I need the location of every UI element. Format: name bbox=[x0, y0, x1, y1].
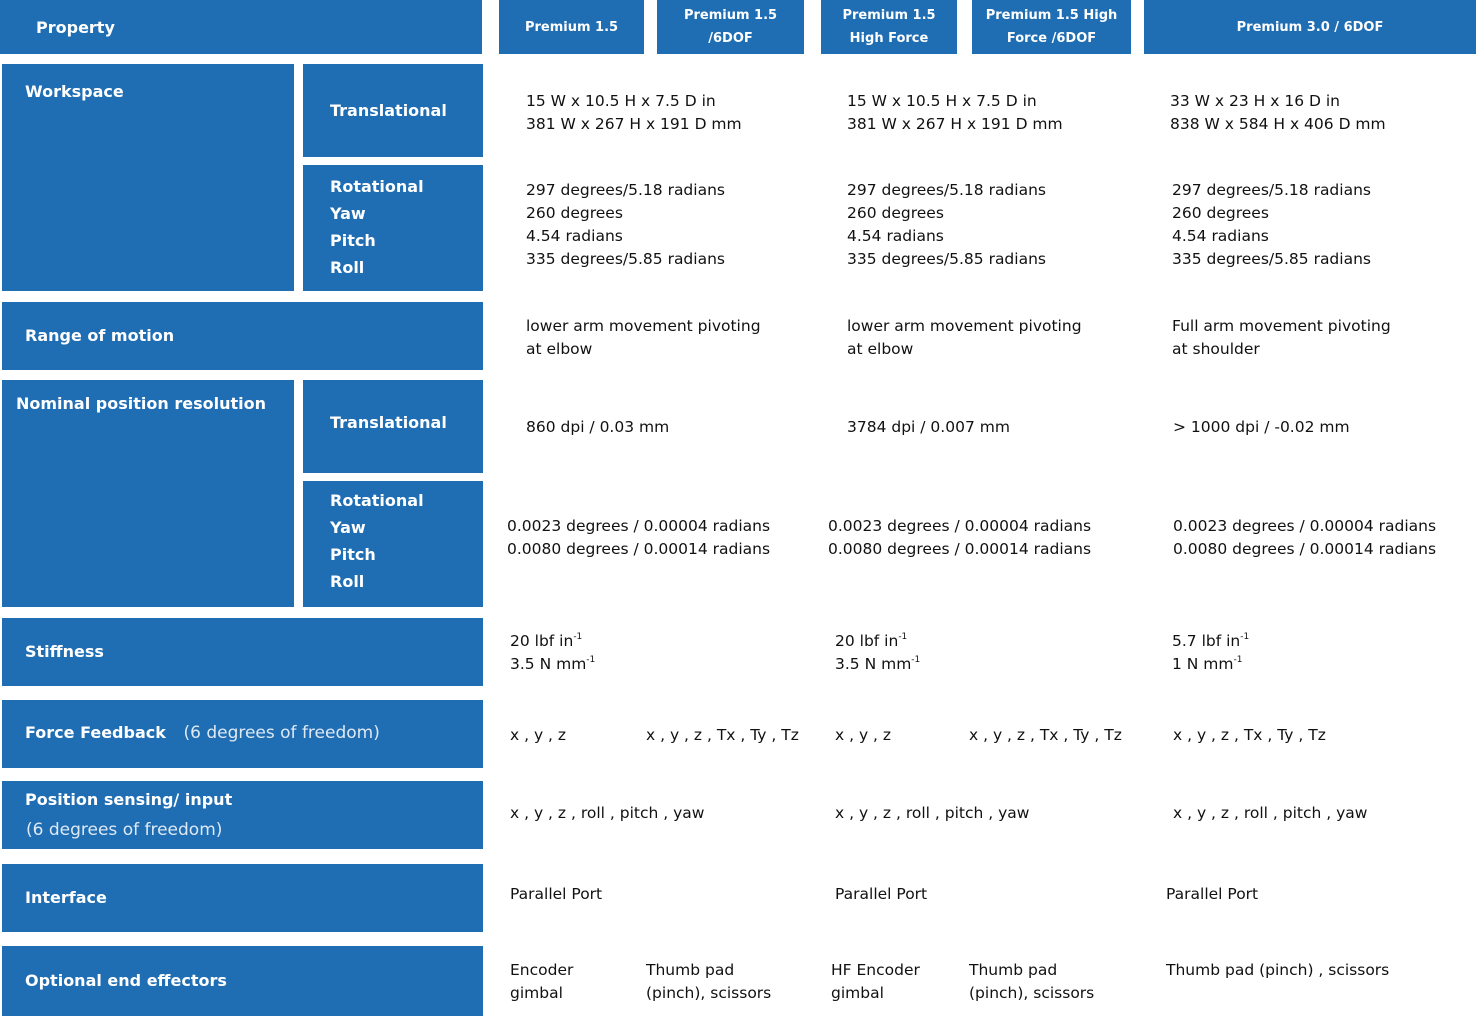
stiffness-value bbox=[835, 630, 920, 676]
interface-value: Parallel Port bbox=[510, 885, 603, 903]
value-line: 4.54 radians bbox=[847, 227, 944, 245]
value-line: 0.0023 degrees / 0.00004 radians bbox=[1173, 517, 1437, 535]
position-sensing-value: x , y , z , roll , pitch , yaw bbox=[510, 804, 705, 822]
header-premium-1-5-high-force bbox=[821, 0, 957, 54]
value-line: lower arm movement pivoting bbox=[526, 317, 761, 335]
value-line: 4.54 radians bbox=[526, 227, 623, 245]
position-sensing-value: x , y , z , roll , pitch , yaw bbox=[835, 804, 1030, 822]
value-line: Encoder bbox=[510, 961, 574, 979]
value-line: 0.0080 degrees / 0.00014 radians bbox=[507, 540, 771, 558]
end-effectors-value bbox=[646, 959, 771, 1005]
value-line: HF Encoder bbox=[831, 961, 920, 979]
header-label: Premium 1.5 bbox=[524, 19, 619, 35]
position-sensing-label: Position sensing/ input bbox=[25, 790, 233, 809]
range-of-motion-value bbox=[526, 315, 761, 361]
header-property bbox=[0, 0, 482, 54]
workspace-translational-value bbox=[526, 90, 742, 136]
interface-label: Interface bbox=[25, 888, 107, 907]
header-premium-1-5-6dof bbox=[657, 0, 804, 54]
interface-value: Parallel Port bbox=[1166, 885, 1259, 903]
workspace-rotational-value bbox=[526, 179, 725, 271]
value-line: 381 W x 267 H x 191 D mm bbox=[847, 115, 1063, 133]
stiffness-value bbox=[1172, 630, 1249, 676]
end-effectors-value bbox=[510, 959, 573, 1005]
unit-exponent: -1 bbox=[1233, 655, 1243, 665]
row-label-range-of-motion bbox=[2, 302, 483, 370]
resolution-translational-value: 860 dpi / 0.03 mm bbox=[526, 418, 670, 436]
value-line: 838 W x 584 H x 406 D mm bbox=[1170, 115, 1386, 133]
value-line: 297 degrees/5.18 radians bbox=[1172, 181, 1371, 199]
header-label: /6DOF bbox=[708, 31, 753, 46]
value-line: at elbow bbox=[847, 340, 914, 358]
value-line: 4.54 radians bbox=[1172, 227, 1269, 245]
range-of-motion-label: Range of motion bbox=[25, 326, 175, 345]
value-line: 5.7 lbf in bbox=[1172, 632, 1241, 650]
workspace-rotational-cell bbox=[303, 165, 483, 291]
resolution-translational-cell bbox=[303, 380, 483, 473]
value-line: 297 degrees/5.18 radians bbox=[847, 181, 1046, 199]
value-line: 20 lbf in bbox=[510, 632, 574, 650]
value-line: 260 degrees bbox=[526, 204, 623, 222]
value-line: (pinch), scissors bbox=[969, 984, 1095, 1002]
workspace-translational-value bbox=[1170, 90, 1386, 136]
header-label: Premium 1.5 bbox=[683, 8, 778, 23]
range-of-motion-value bbox=[1172, 315, 1391, 361]
resolution-roll-label: Roll bbox=[330, 572, 365, 591]
value-line: 3.5 N mm bbox=[510, 655, 587, 673]
row-label-end-effectors bbox=[2, 946, 483, 1016]
end-effectors-value bbox=[831, 959, 920, 1005]
header-premium-1-5-high-force-6dof bbox=[972, 0, 1131, 54]
resolution-translational-value: 3784 dpi / 0.007 mm bbox=[847, 418, 1010, 436]
workspace-translational-value bbox=[847, 90, 1063, 136]
stiffness-label: Stiffness bbox=[25, 642, 104, 661]
value-line: 297 degrees/5.18 radians bbox=[526, 181, 725, 199]
position-sensing-value: x , y , z , roll , pitch , yaw bbox=[1173, 804, 1368, 822]
value-line: 0.0023 degrees / 0.00004 radians bbox=[828, 517, 1092, 535]
workspace-rotational-label: Rotational bbox=[330, 177, 424, 196]
unit-exponent: -1 bbox=[586, 655, 596, 665]
force-feedback-value: x , y , z bbox=[510, 726, 567, 744]
value-line: 335 degrees/5.85 radians bbox=[526, 250, 725, 268]
workspace-translational-cell bbox=[303, 64, 483, 157]
value-line: 0.0080 degrees / 0.00014 radians bbox=[1173, 540, 1437, 558]
value-line: 15 W x 10.5 H x 7.5 D in bbox=[526, 92, 716, 110]
force-feedback-label: Force Feedback bbox=[25, 723, 166, 742]
value-line: 381 W x 267 H x 191 D mm bbox=[526, 115, 742, 133]
row-label-stiffness bbox=[2, 618, 483, 686]
stiffness-value bbox=[510, 630, 595, 676]
force-feedback-value: x , y , z , Tx , Ty , Tz bbox=[646, 726, 799, 744]
header-label: Premium 3.0 / 6DOF bbox=[1236, 19, 1384, 35]
unit-exponent: -1 bbox=[1240, 632, 1250, 642]
value-line: 335 degrees/5.85 radians bbox=[1172, 250, 1371, 268]
unit-exponent: -1 bbox=[911, 655, 921, 665]
row-label-resolution bbox=[2, 380, 294, 607]
value-line: 1 N mm bbox=[1172, 655, 1234, 673]
row-label-position-sensing bbox=[2, 781, 483, 849]
workspace-pitch-label: Pitch bbox=[330, 231, 376, 250]
row-label-force-feedback bbox=[2, 700, 483, 768]
resolution-yaw-label: Yaw bbox=[330, 518, 366, 537]
resolution-rotational-value bbox=[828, 515, 1091, 561]
value-line: Thumb pad (pinch) , scissors bbox=[1166, 961, 1390, 979]
workspace-yaw-label: Yaw bbox=[330, 204, 366, 223]
resolution-label: Nominal position resolution bbox=[16, 394, 266, 413]
force-feedback-value: x , y , z , Tx , Ty , Tz bbox=[1173, 726, 1326, 744]
value-line: 20 lbf in bbox=[835, 632, 899, 650]
workspace-rotational-value bbox=[847, 179, 1046, 271]
force-feedback-value: x , y , z , Tx , Ty , Tz bbox=[969, 726, 1122, 744]
resolution-translational-label: Translational bbox=[330, 413, 447, 432]
value-line: 335 degrees/5.85 radians bbox=[847, 250, 1046, 268]
value-line: 260 degrees bbox=[847, 204, 944, 222]
header-premium-3-0-6dof bbox=[1144, 0, 1476, 54]
value-line: gimbal bbox=[510, 984, 563, 1002]
value-line: Full arm movement pivoting bbox=[1172, 317, 1391, 335]
workspace-label: Workspace bbox=[25, 82, 124, 101]
header-label: High Force bbox=[849, 31, 929, 46]
end-effectors-label: Optional end effectors bbox=[25, 971, 227, 990]
unit-exponent: -1 bbox=[898, 632, 908, 642]
end-effectors-value bbox=[1166, 959, 1389, 982]
value-line: 15 W x 10.5 H x 7.5 D in bbox=[847, 92, 1037, 110]
row-label-workspace bbox=[2, 64, 294, 291]
range-of-motion-value bbox=[847, 315, 1082, 361]
value-line: 3.5 N mm bbox=[835, 655, 912, 673]
header-premium-1-5 bbox=[499, 0, 644, 54]
header-label: Premium 1.5 High bbox=[985, 8, 1118, 23]
value-line: 0.0080 degrees / 0.00014 radians bbox=[828, 540, 1092, 558]
workspace-translational-label: Translational bbox=[330, 101, 447, 120]
value-line: Thumb pad bbox=[646, 961, 735, 979]
row-label-interface bbox=[2, 864, 483, 932]
resolution-rotational-value bbox=[507, 515, 770, 561]
value-line: at elbow bbox=[526, 340, 593, 358]
position-sensing-note: (6 degrees of freedom) bbox=[26, 820, 223, 840]
header-property-label: Property bbox=[36, 17, 115, 37]
resolution-rotational-cell bbox=[303, 481, 483, 607]
header-label: Force /6DOF bbox=[1006, 31, 1097, 46]
end-effectors-value bbox=[969, 959, 1094, 1005]
force-feedback-value: x , y , z bbox=[835, 726, 892, 744]
resolution-rotational-value bbox=[1173, 515, 1436, 561]
value-line: lower arm movement pivoting bbox=[847, 317, 1082, 335]
header-label: Premium 1.5 bbox=[842, 8, 936, 23]
value-line: 260 degrees bbox=[1172, 204, 1269, 222]
resolution-rotational-label: Rotational bbox=[330, 491, 424, 510]
unit-exponent: -1 bbox=[573, 632, 583, 642]
resolution-translational-value: > 1000 dpi / -0.02 mm bbox=[1173, 418, 1350, 436]
resolution-pitch-label: Pitch bbox=[330, 545, 376, 564]
value-line: Thumb pad bbox=[969, 961, 1058, 979]
interface-value: Parallel Port bbox=[835, 885, 928, 903]
workspace-rotational-value bbox=[1172, 179, 1371, 271]
value-line: (pinch), scissors bbox=[646, 984, 772, 1002]
force-feedback-note: (6 degrees of freedom) bbox=[183, 723, 380, 743]
value-line: gimbal bbox=[831, 984, 884, 1002]
value-line: 0.0023 degrees / 0.00004 radians bbox=[507, 517, 771, 535]
workspace-roll-label: Roll bbox=[330, 258, 365, 277]
value-line: at shoulder bbox=[1172, 340, 1260, 358]
value-line: 33 W x 23 H x 16 D in bbox=[1170, 92, 1340, 110]
